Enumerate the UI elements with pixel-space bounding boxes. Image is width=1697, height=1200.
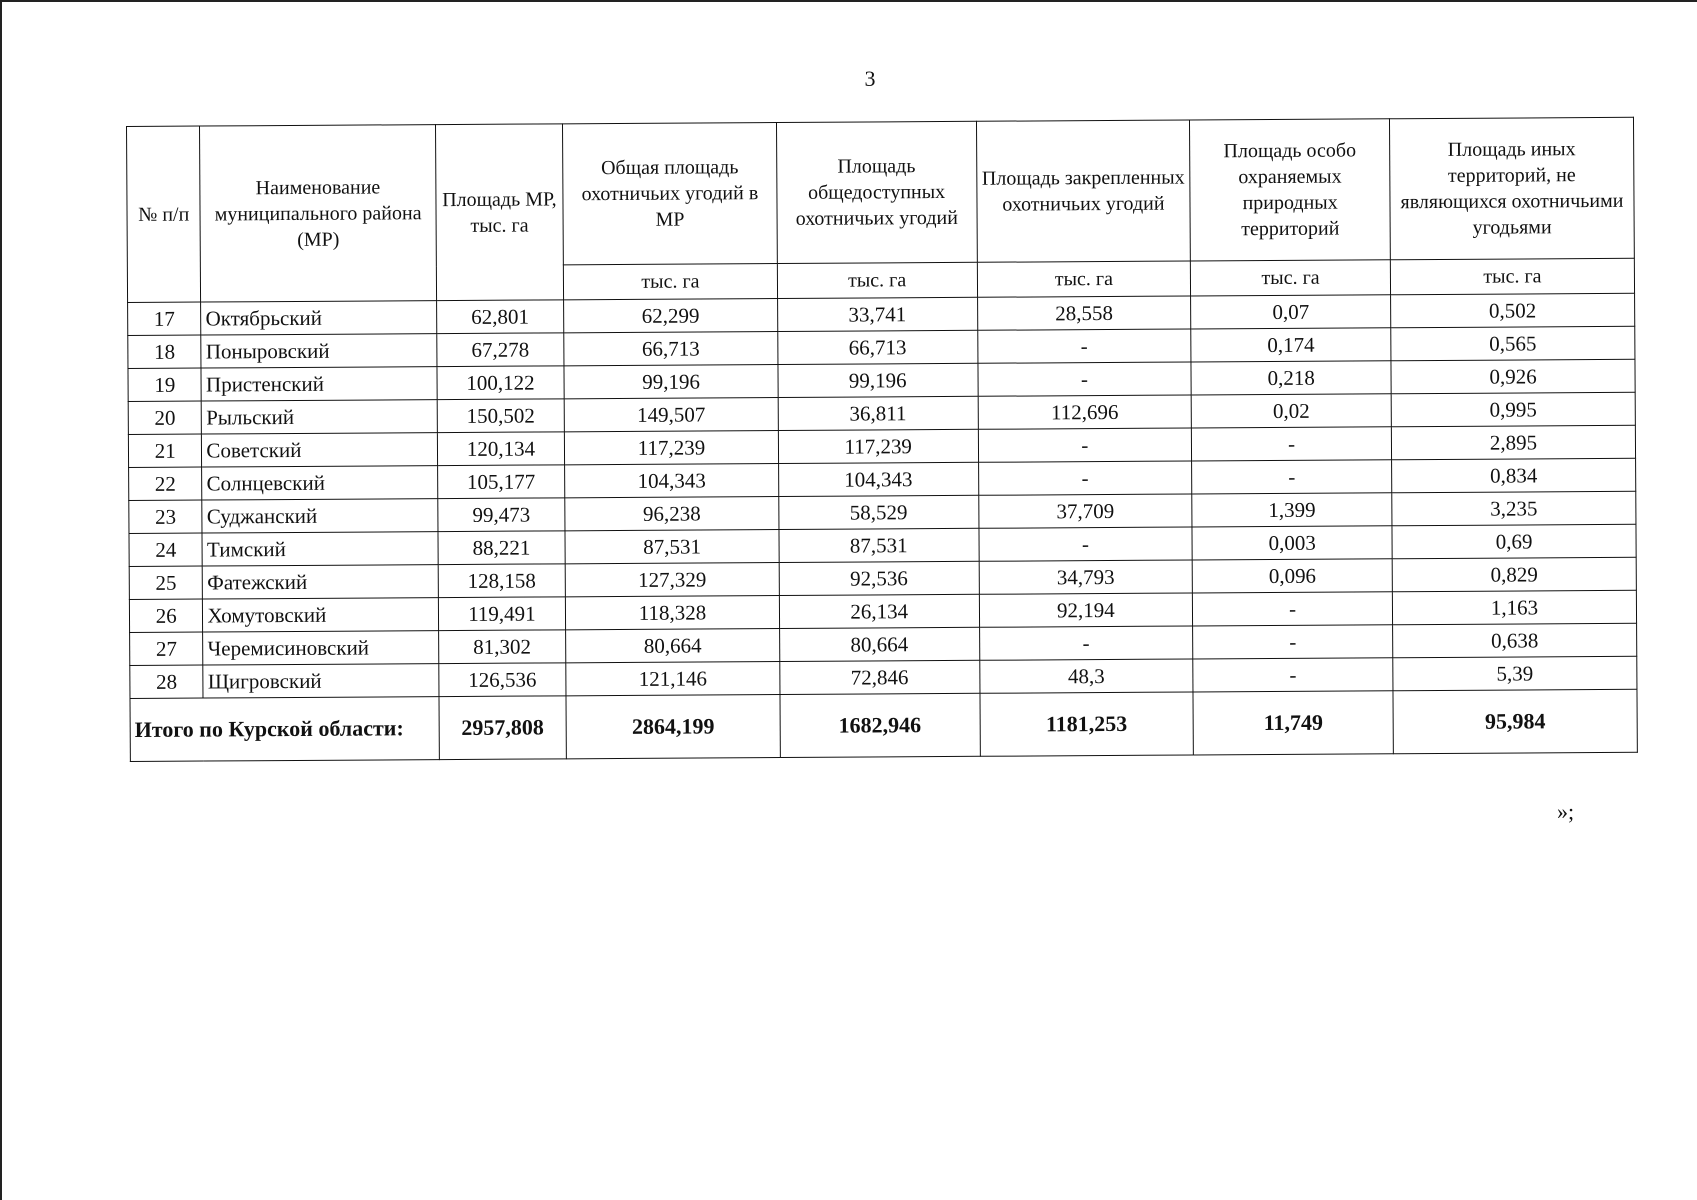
unit-other: тыс. га xyxy=(1390,258,1634,294)
row-name: Советский xyxy=(202,433,438,467)
page-number: 3 xyxy=(864,66,876,91)
row-assigned-hunting: - xyxy=(977,329,1191,363)
total-protected: 11,749 xyxy=(1193,691,1393,755)
row-other: 2,895 xyxy=(1391,425,1635,459)
row-other: 0,69 xyxy=(1392,524,1636,558)
row-public-hunting: 26,134 xyxy=(779,594,979,628)
row-num: 19 xyxy=(128,368,202,401)
row-protected: 0,07 xyxy=(1191,295,1391,329)
row-other: 0,829 xyxy=(1392,557,1636,591)
row-area: 119,491 xyxy=(438,597,566,631)
row-name: Щигровский xyxy=(203,664,439,698)
row-public-hunting: 66,713 xyxy=(778,330,978,364)
total-row xyxy=(130,689,1637,761)
row-assigned-hunting: 48,3 xyxy=(979,659,1193,693)
row-name: Рыльский xyxy=(202,400,438,434)
row-other: 3,235 xyxy=(1392,491,1636,525)
total-label: Итого по Курской области: xyxy=(130,697,439,762)
row-name: Поныровский xyxy=(201,334,437,368)
row-protected: - xyxy=(1192,427,1392,461)
row-public-hunting: 72,846 xyxy=(780,660,980,694)
row-name: Солнцевский xyxy=(202,466,438,500)
row-area: 81,302 xyxy=(438,630,566,664)
header-area: Площадь МР, тыс. га xyxy=(435,124,563,301)
row-public-hunting: 58,529 xyxy=(779,495,979,529)
row-public-hunting: 117,239 xyxy=(778,429,978,463)
row-hunting-total: 96,238 xyxy=(565,497,779,531)
row-assigned-hunting: - xyxy=(979,626,1193,660)
header-num: № п/п xyxy=(127,126,201,302)
row-num: 26 xyxy=(129,599,203,632)
row-public-hunting: 87,531 xyxy=(779,528,979,562)
row-assigned-hunting: 92,194 xyxy=(979,593,1193,627)
row-other: 0,638 xyxy=(1393,623,1637,657)
header-name: Наименование муниципального района (МР) xyxy=(200,125,436,302)
row-name: Суджанский xyxy=(202,499,438,533)
closing-quote-mark: »; xyxy=(1557,799,1575,824)
row-public-hunting: 92,536 xyxy=(779,561,979,595)
row-name: Октябрьский xyxy=(201,301,437,335)
row-protected: 0,218 xyxy=(1191,361,1391,395)
row-hunting-total: 87,531 xyxy=(565,530,779,564)
row-assigned-hunting: - xyxy=(978,461,1192,495)
row-protected: 0,02 xyxy=(1191,394,1391,428)
row-num: 28 xyxy=(130,665,204,698)
unit-protected: тыс. га xyxy=(1191,260,1391,296)
row-name: Черемисиновский xyxy=(203,631,439,665)
row-hunting-total: 66,713 xyxy=(564,332,778,366)
row-hunting-total: 121,146 xyxy=(566,662,780,696)
row-area: 150,502 xyxy=(437,399,565,433)
hunting-areas-table xyxy=(126,117,1638,762)
header-public-hunting: Площадь общедоступных охотничьих угодий xyxy=(776,121,977,263)
row-assigned-hunting: 37,709 xyxy=(978,494,1192,528)
row-area: 62,801 xyxy=(436,300,564,334)
row-other: 0,834 xyxy=(1392,458,1636,492)
row-area: 67,278 xyxy=(437,333,565,367)
row-protected: - xyxy=(1193,658,1393,692)
row-area: 128,158 xyxy=(438,564,566,598)
row-public-hunting: 99,196 xyxy=(778,363,978,397)
row-num: 21 xyxy=(128,434,202,467)
row-protected: 0,096 xyxy=(1192,559,1392,593)
row-area: 100,122 xyxy=(437,366,565,400)
header-assigned-hunting: Площадь закрепленных охотничьих угодий xyxy=(976,120,1191,262)
row-assigned-hunting: - xyxy=(979,527,1193,561)
row-hunting-total: 62,299 xyxy=(564,299,778,333)
row-name: Фатежский xyxy=(203,565,439,599)
row-num: 22 xyxy=(129,467,203,500)
total-other: 95,984 xyxy=(1393,689,1637,753)
row-public-hunting: 33,741 xyxy=(777,297,977,331)
row-hunting-total: 104,343 xyxy=(565,464,779,498)
row-assigned-hunting: 34,793 xyxy=(979,560,1193,594)
row-area: 120,134 xyxy=(437,432,565,466)
row-protected: 1,399 xyxy=(1192,493,1392,527)
row-protected: 0,174 xyxy=(1191,328,1391,362)
row-area: 88,221 xyxy=(438,531,566,565)
row-other: 1,163 xyxy=(1392,590,1636,624)
row-public-hunting: 104,343 xyxy=(778,462,978,496)
row-hunting-total: 127,329 xyxy=(565,563,779,597)
row-hunting-total: 117,239 xyxy=(564,431,778,465)
row-num: 25 xyxy=(129,566,203,599)
unit-hunting-total: тыс. га xyxy=(563,264,777,300)
unit-assigned-hunting: тыс. га xyxy=(977,261,1191,297)
row-protected: - xyxy=(1193,625,1393,659)
row-other: 0,926 xyxy=(1391,359,1635,393)
header-hunting-total: Общая площадь охотничьих угодий в МР xyxy=(563,123,778,265)
row-public-hunting: 36,811 xyxy=(778,396,978,430)
row-other: 5,39 xyxy=(1393,656,1637,690)
row-name: Тимский xyxy=(202,532,438,566)
row-other: 0,502 xyxy=(1391,293,1635,327)
row-other: 0,995 xyxy=(1391,392,1635,426)
row-hunting-total: 80,664 xyxy=(566,629,780,663)
row-area: 99,473 xyxy=(438,498,566,532)
row-num: 24 xyxy=(129,533,203,566)
total-assigned-hunting: 1181,253 xyxy=(980,692,1194,756)
row-protected: - xyxy=(1192,460,1392,494)
header-other: Площадь иных территорий, не являющихся охотничьими угодьями xyxy=(1389,117,1634,259)
unit-public-hunting: тыс. га xyxy=(777,262,977,298)
row-num: 23 xyxy=(129,500,203,533)
row-area: 105,177 xyxy=(437,465,565,499)
row-hunting-total: 149,507 xyxy=(564,398,778,432)
total-area: 2957,808 xyxy=(439,696,567,760)
row-name: Пристенский xyxy=(201,367,437,401)
header-row xyxy=(127,117,1635,267)
row-num: 27 xyxy=(130,632,204,665)
total-public-hunting: 1682,946 xyxy=(780,693,980,757)
row-hunting-total: 118,328 xyxy=(565,596,779,630)
row-num: 18 xyxy=(128,335,202,368)
row-num: 20 xyxy=(128,401,202,434)
row-assigned-hunting: 112,696 xyxy=(978,395,1192,429)
row-area: 126,536 xyxy=(439,663,567,697)
row-assigned-hunting: - xyxy=(978,362,1192,396)
row-assigned-hunting: - xyxy=(978,428,1192,462)
row-public-hunting: 80,664 xyxy=(779,627,979,661)
header-protected: Площадь особо охраняемых природных территорий xyxy=(1190,119,1391,261)
row-protected: 0,003 xyxy=(1192,526,1392,560)
row-assigned-hunting: 28,558 xyxy=(977,296,1191,330)
row-name: Хомутовский xyxy=(203,598,439,632)
row-num: 17 xyxy=(128,302,202,335)
total-hunting-total: 2864,199 xyxy=(566,695,780,759)
row-other: 0,565 xyxy=(1391,326,1635,360)
row-hunting-total: 99,196 xyxy=(564,365,778,399)
row-protected: - xyxy=(1193,592,1393,626)
